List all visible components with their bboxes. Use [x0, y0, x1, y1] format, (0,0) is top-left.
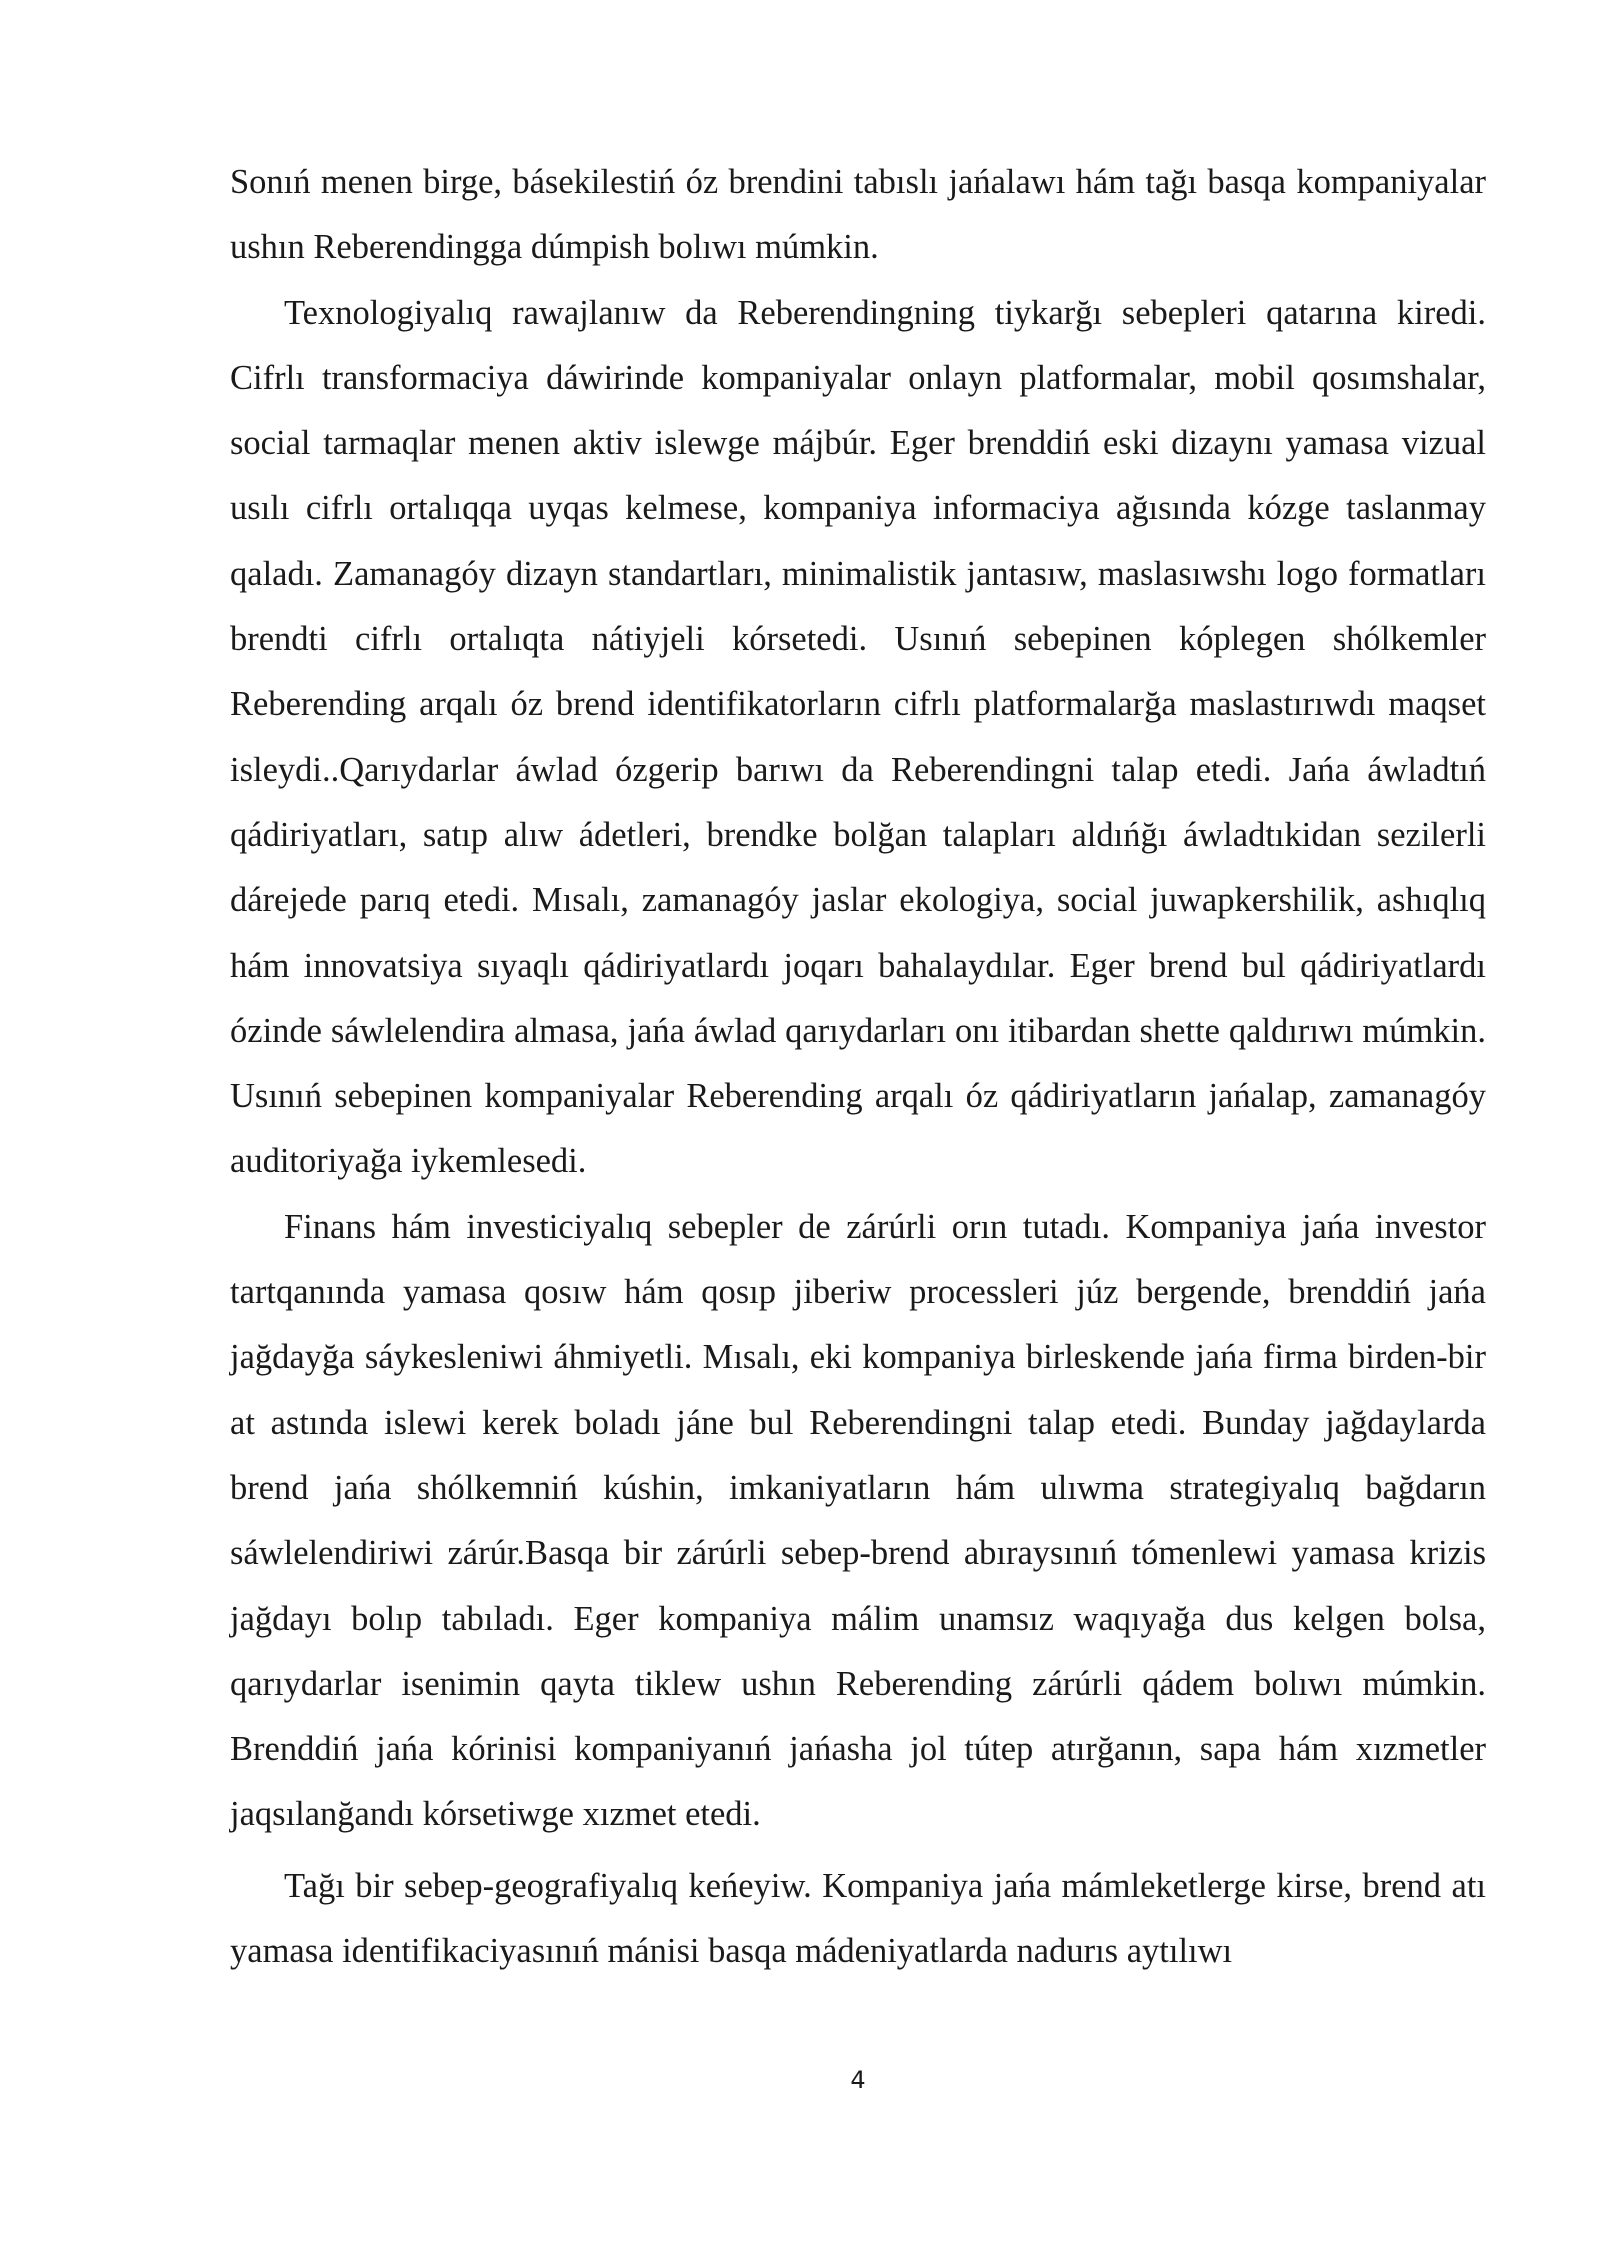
body-text	[230, 150, 1486, 1984]
paragraph-technology: Texnologiyalıq rawajlanıw da Reberendingning tiykarğı sebepleri qatarına kiredi. Cifrlı transformaciya dáwirinde kompaniyalar onlayn platformalar, mobil qosımshalar, social tarmaqlar menen aktiv islewge májbúr. Eger brenddiń eski dizaynı yamasa vizual usılı cifrlı ortalıqqa uyqas kelmese, kompaniya informaciya ağısında kózge taslanmay qaladı. Zamanagóy dizayn standartları, minimalistik jantasıw, maslasıwshı logo formatları brendti cifrlı ortalıqta nátiyjeli kórsetedi. Usınıń sebepinen kóplegen shólkemler Reberending arqalı óz brend identifikatorların cifrlı platformalarğa maslastırıwdı maqset isleydi..Qarıydarlar áwlad ózgerip barıwı da Reberendingni talap etedi. Jańa áwladtıń qádiriyatları, satıp alıw ádetleri, brendke bolğan talapları aldıńğı áwladtıkidan sezilerli dárejede parıq etedi. Mısalı, zamanagóy jaslar ekologiya, social juwapkershilik, ashıqlıq hám innovatsiya sıyaqlı qádiriyatlardı joqarı bahalaydılar. Eger brend bul qádiriyatlardı ózinde sáwlelendira almasa, jańa áwlad qarıydarları onı itibardan shette qaldırıwı múmkin. Usınıń sebepinen kompaniyalar Reberending arqalı óz qádiriyatların jańalap, zamanagóy auditoriyağa iykemlesedi.	[230, 293, 1486, 1181]
paragraph-continuation: Sonıń menen birge, básekilestiń óz brendini tabıslı jańalawı hám tağı basqa kompaniyalar ushın Reberendingga dúmpish bolıwı múmkin.	[230, 163, 1486, 267]
paragraph-finance: Finans hám investiciyalıq sebepler de zárúrli orın tutadı. Kompaniya jańa investor tartqanında yamasa qosıw hám qosıp jiberiw processleri júz bergende, brenddiń jańa jağdayğa sáykesleniwi áhmiyetli. Mısalı, eki kompaniya birleskende jańa firma birden-bir at astında islewi kerek boladı jáne bul Reberendingni talap etedi. Bunday jağdaylarda brend jańa shólkemniń kúshin, imkaniyatların hám ulıwma strategiyalıq bağdarın sáwlelendiriwi zárúr.Basqa bir zárúrli sebep-brend abıraysınıń tómenlewi yamasa krizis jağdayı bolıp tabıladı. Eger kompaniya málim unamsız waqıyağa dus kelgen bolsa, qarıydarlar isenimin qayta tiklew ushın Reberending zárúrli qádem bolıwı múmkin. Brenddiń jańa kórinisi kompaniyanıń jańasha jol tútep atırğanın, sapa hám xızmetler jaqsılanğandı kórsetiwge xızmet etedi.	[230, 1207, 1486, 1834]
page-number: 4	[850, 2066, 866, 2094]
paragraph-geography: Tağı bir sebep-geografiyalıq keńeyiw. Kompaniya jańa mámleketlerge kirse, brend atı yamasa identifikaciyasınıń mánisi basqa mádeniyatlarda nadurıs aytılıwı	[230, 1866, 1486, 1971]
